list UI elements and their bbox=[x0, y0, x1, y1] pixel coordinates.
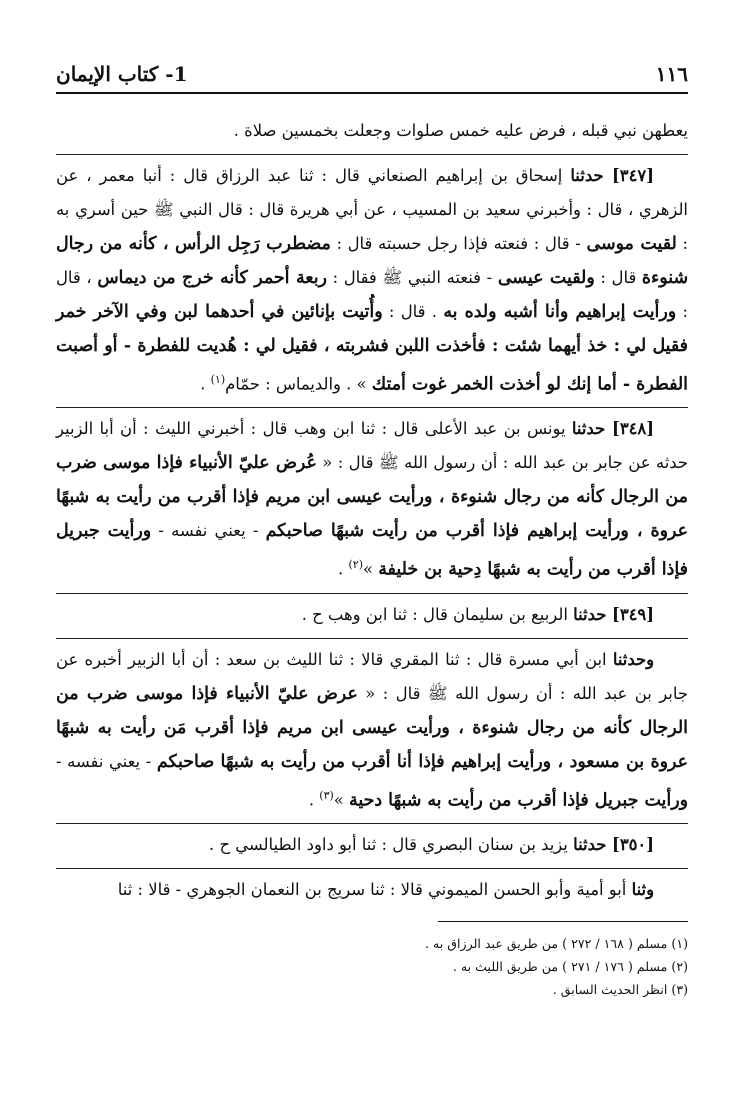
footnote-3: (٣) انظر الحديث السابق . bbox=[552, 982, 688, 998]
hadith-number: [٣٤٧] bbox=[603, 166, 654, 185]
footnote-2: (٢) مسلم ( ١٧٦ / ٢٧١ ) من طريق الليث به . bbox=[452, 959, 688, 975]
text-segment: ، قال : bbox=[56, 268, 689, 321]
footnote-ref: (١) bbox=[210, 373, 226, 386]
hadith-text bbox=[56, 114, 688, 907]
hadith-348 bbox=[56, 407, 688, 586]
text-segment: » . والديماس : حمّام bbox=[225, 374, 372, 394]
text-segment: حدثنا bbox=[570, 166, 604, 185]
text-segment: ورأيت جبريل فإذا أقرب من رأيت به شبهًا دحية bbox=[349, 790, 688, 811]
text-segment: أبو أمية وأبو الحسن الميموني قالا : ثنا سريج بن النعمان الجوهري - قالا : ثنا bbox=[117, 880, 632, 900]
text-segment: - قال : فنعته فإذا رجل حسبته قال : bbox=[330, 234, 587, 253]
text-segment: . قال : bbox=[382, 302, 444, 321]
text-segment: يزيد بن سنان البصري قال : ثنا أبو داود الطيالسي ح . bbox=[209, 835, 574, 855]
text-segment: . bbox=[308, 790, 320, 810]
text-segment: عُرض عليّ الأنبياء فإذا موسى ضرب من الرجال كأنه من رجال شنوءة ، ورأيت عيسى ابن مريم فإذا أقرب من رأيت به شبهًا عروة ، ورأيت إبراهيم فإذا أقرب من رأيت شبهًا صاحبكم bbox=[56, 453, 688, 542]
text-segment: ربعة أحمر كأنه خرج من ديماس bbox=[97, 268, 327, 288]
text-segment: عرض عليّ الأنبياء فإذا موسى ضرب من الرجال كأنه من رجال شنوءة ، ورأيت عيسى ابن مريم فإذا أقرب مَن رأيت به شبهًا عروة بن مسعود ، ورأيت إبراهيم فإذا أنا أقرب من رأيت به شبهًا صاحبكم bbox=[56, 683, 688, 772]
page-number: ١١٦ bbox=[655, 62, 688, 86]
text-segment: قال : bbox=[594, 268, 642, 287]
chapter-title: 1- كتاب الإيمان bbox=[56, 62, 188, 86]
hadith-350-continued bbox=[56, 868, 688, 907]
text-segment: ولقيت عيسى bbox=[497, 268, 595, 288]
text-segment: حدثنا bbox=[573, 604, 607, 624]
text-segment: حدثنا bbox=[571, 419, 606, 439]
text-segment: وحدثنا bbox=[612, 649, 654, 669]
text-segment: حدثنا bbox=[573, 835, 607, 855]
text-segment: إسحاق بن إبراهيم الصنعاني قال : ثنا عبد الرزاق قال : أنبا معمر ، عن الزهري ، قال : وأخبرني سعيد بن المسيب ، عن أبي هريرة قال : قال النبي ﷺ حين أسري به : bbox=[56, 166, 688, 253]
text-segment: وأُتيت بإنائين في أحدهما لبن وفي الآخر خمر فقيل لي : خذ أيهما شئت : فأخذت اللبن فشربته ، فقيل لي : هُديت للفطرة - أو أصبت الفطرة - أما إنك لو أخذت الخمر غوت أمتك bbox=[56, 302, 688, 395]
hadith-349 bbox=[56, 593, 688, 632]
paragraph-continuation bbox=[56, 114, 688, 148]
footnote-ref: (٢) bbox=[348, 558, 363, 572]
text-segment: ورأيت جبريل فإذا أقرب من رأيت به شبهًا دِحية بن خليفة bbox=[56, 521, 688, 580]
text-segment: » bbox=[362, 559, 379, 579]
text-segment: - يعني نفسه - bbox=[151, 521, 266, 541]
hadith-350 bbox=[56, 823, 688, 862]
hadith-349-continued bbox=[56, 638, 688, 817]
text-segment: الربيع بن سليمان قال : ثنا ابن وهب ح . bbox=[301, 604, 574, 624]
footnote-divider bbox=[438, 921, 688, 922]
text-segment: . bbox=[200, 374, 211, 394]
hadith-number: [٣٤٩] bbox=[606, 604, 654, 624]
hadith-347 bbox=[56, 154, 688, 401]
text-segment: - يعني نفسه - bbox=[56, 751, 157, 771]
page-header bbox=[56, 62, 688, 94]
text-segment: . bbox=[338, 559, 349, 579]
text-segment: لقيت موسى bbox=[586, 234, 677, 254]
footnotes bbox=[56, 932, 688, 1001]
text-segment: يونس بن عبد الأعلى قال : ثنا ابن وهب قال : أخبرني الليث : أن أبا الزبير حدثه عن جابر بن عبد الله : أن رسول الله ﷺ قال : « bbox=[56, 419, 689, 473]
text-segment: - فنعته النبي ﷺ فقال : bbox=[326, 268, 498, 287]
text-segment: وثنا bbox=[631, 880, 654, 900]
footnote-1: (١) مسلم ( ١٦٨ / ٢٧٢ ) من طريق عبد الرزاق به . bbox=[425, 936, 688, 952]
hadith-number: [٣٥٠] bbox=[606, 835, 654, 855]
text-segment: ابن أبي مسرة قال : ثنا المقري قالا : ثنا الليث بن سعد : أن أبا الزبير أخبره عن جابر بن عبد الله : أن رسول الله ﷺ قال : « bbox=[56, 649, 688, 703]
text-segment: مضطرب رَجِل الرأس ، كأنه من رجال شنوءة bbox=[56, 234, 689, 288]
hadith-number: [٣٤٨] bbox=[605, 419, 654, 439]
text-segment: » bbox=[333, 790, 350, 810]
text-segment: ورأيت إبراهيم وأنا أشبه ولده به bbox=[443, 302, 677, 322]
footnote-ref: (٣) bbox=[319, 788, 334, 802]
text-segment: يعطهن نبي قبله ، فرض عليه خمس صلوات وجعلت بخمسين صلاة . bbox=[233, 121, 688, 140]
